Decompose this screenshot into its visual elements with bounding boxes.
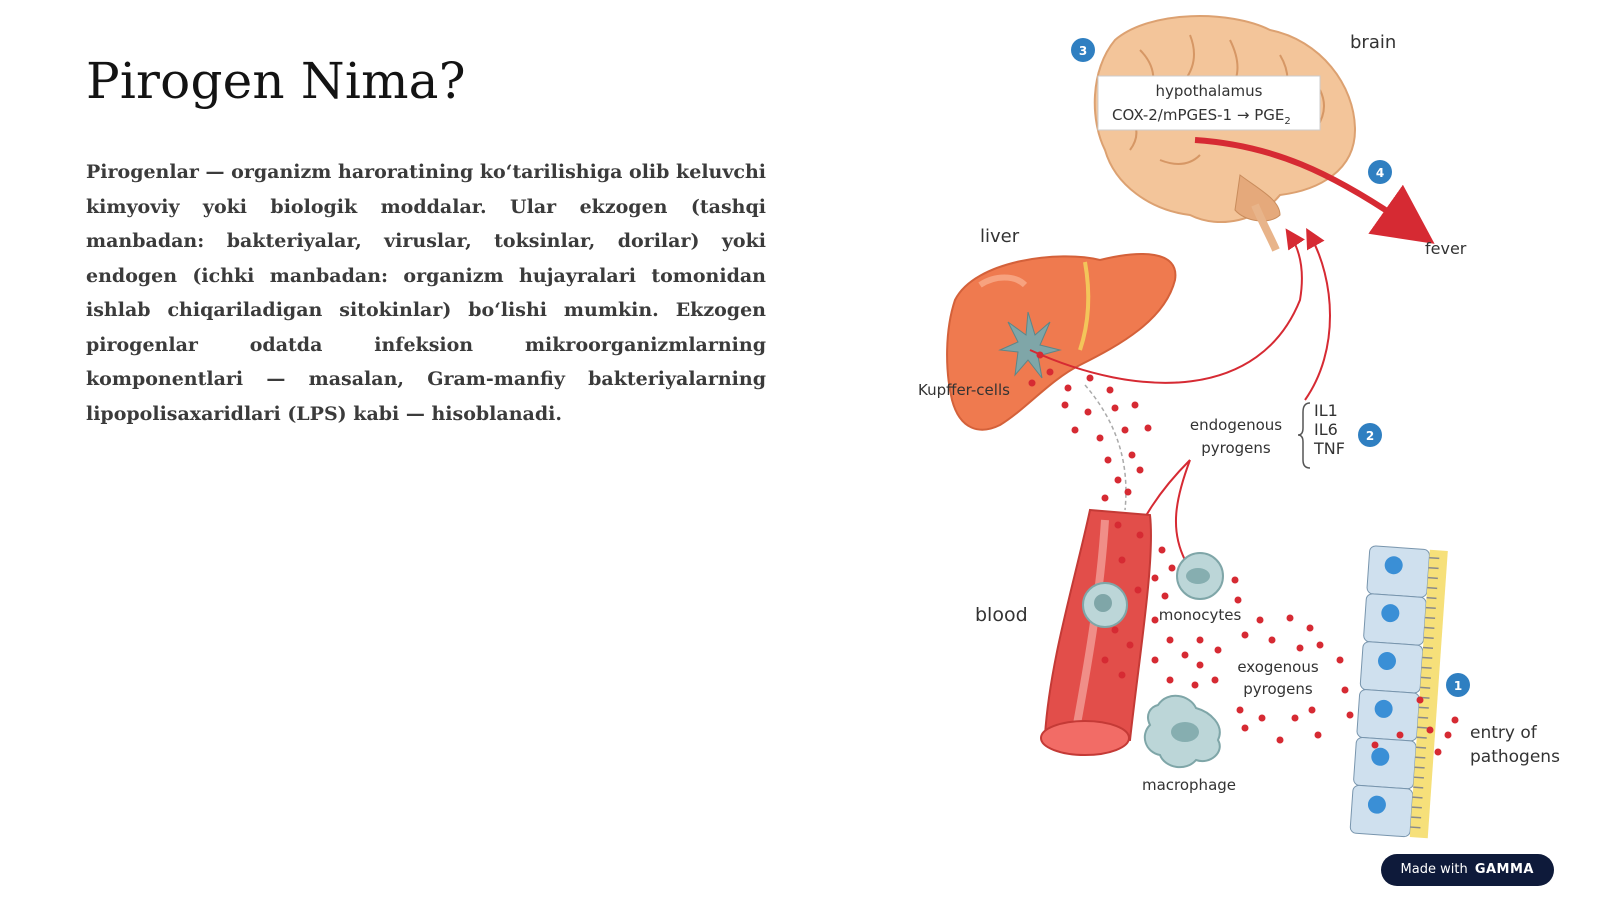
epithelium-illustration	[1350, 546, 1448, 839]
blood-label: blood	[975, 604, 1028, 626]
hypothalamus-label: hypothalamus	[1155, 82, 1263, 100]
gamma-brand: GAMMA	[1474, 862, 1534, 877]
made-with-text: Made with	[1400, 862, 1468, 877]
exogenous-label-2: pyrogens	[1243, 680, 1313, 698]
badge-4	[1368, 160, 1392, 184]
monocytes-label: monocytes	[1158, 606, 1242, 624]
cytokine-brace	[1298, 403, 1310, 468]
blood-vessel-illustration	[1041, 510, 1151, 755]
svg-text:4: 4	[1375, 166, 1385, 180]
entry-label-2: pathogens	[1470, 747, 1560, 767]
svg-text:3: 3	[1078, 44, 1088, 58]
cytokine-il1: IL1	[1314, 401, 1338, 420]
pathway-label: COX-2/mPGES-1 → $PGE_2$	[1112, 106, 1291, 127]
line-monocytes-to-pyrogens	[1176, 460, 1190, 560]
made-with-gamma-badge[interactable]	[1381, 854, 1554, 886]
slide-title: Pirogen Nima?	[86, 52, 466, 110]
arrow-pyrogens-to-brain	[1305, 235, 1330, 400]
liver-label: liver	[980, 226, 1020, 247]
cytokine-il6: IL6	[1314, 420, 1338, 439]
badge-3	[1071, 38, 1095, 62]
macrophage-label: macrophage	[1141, 776, 1237, 794]
endogenous-label-1: endogenous	[1189, 416, 1283, 434]
dashed-path	[1085, 385, 1126, 510]
macrophage-illustration	[1145, 696, 1220, 767]
endogenous-label-2: pyrogens	[1201, 439, 1271, 457]
cytokine-tnf: TNF	[1314, 439, 1345, 458]
brain-illustration	[1095, 16, 1355, 250]
slide-body-text: Pirogenlar — organizm haroratining ko‘tarilishiga olib keluvchi kimyoviy yoki biologik moddalar. Ular ekzogen (tashqi manbadan: bakteriyalar, viruslar, toksinlar, dorilar) yoki endogen (ichki manbadan: organizm hujayralari tomonidan ishlab chiqariladigan sitokinlar) bo‘lishi mumkin. Ekzogen pirogenlar odatda infeksion mikroorganizmlarning komponentlari — masalan, Gram-manfiy bakteriyalarning lipopolisaxaridlari (LPS) kabi — hisoblanadi.	[86, 161, 766, 425]
entry-label-1: entry of	[1470, 723, 1537, 743]
badge-2	[1358, 423, 1382, 447]
liver-illustration	[947, 254, 1175, 430]
fever-label: fever	[1425, 239, 1467, 258]
svg-text:2: 2	[1365, 429, 1375, 443]
monocyte-illustration	[1177, 553, 1223, 599]
fever-pathway-diagram	[900, 0, 1600, 900]
badge-1	[1446, 673, 1470, 697]
kupffer-label: Kupffer-cells	[918, 381, 1010, 399]
svg-text:1: 1	[1453, 679, 1463, 693]
brain-label: brain	[1350, 32, 1397, 53]
exogenous-label-1: exogenous	[1237, 658, 1319, 676]
